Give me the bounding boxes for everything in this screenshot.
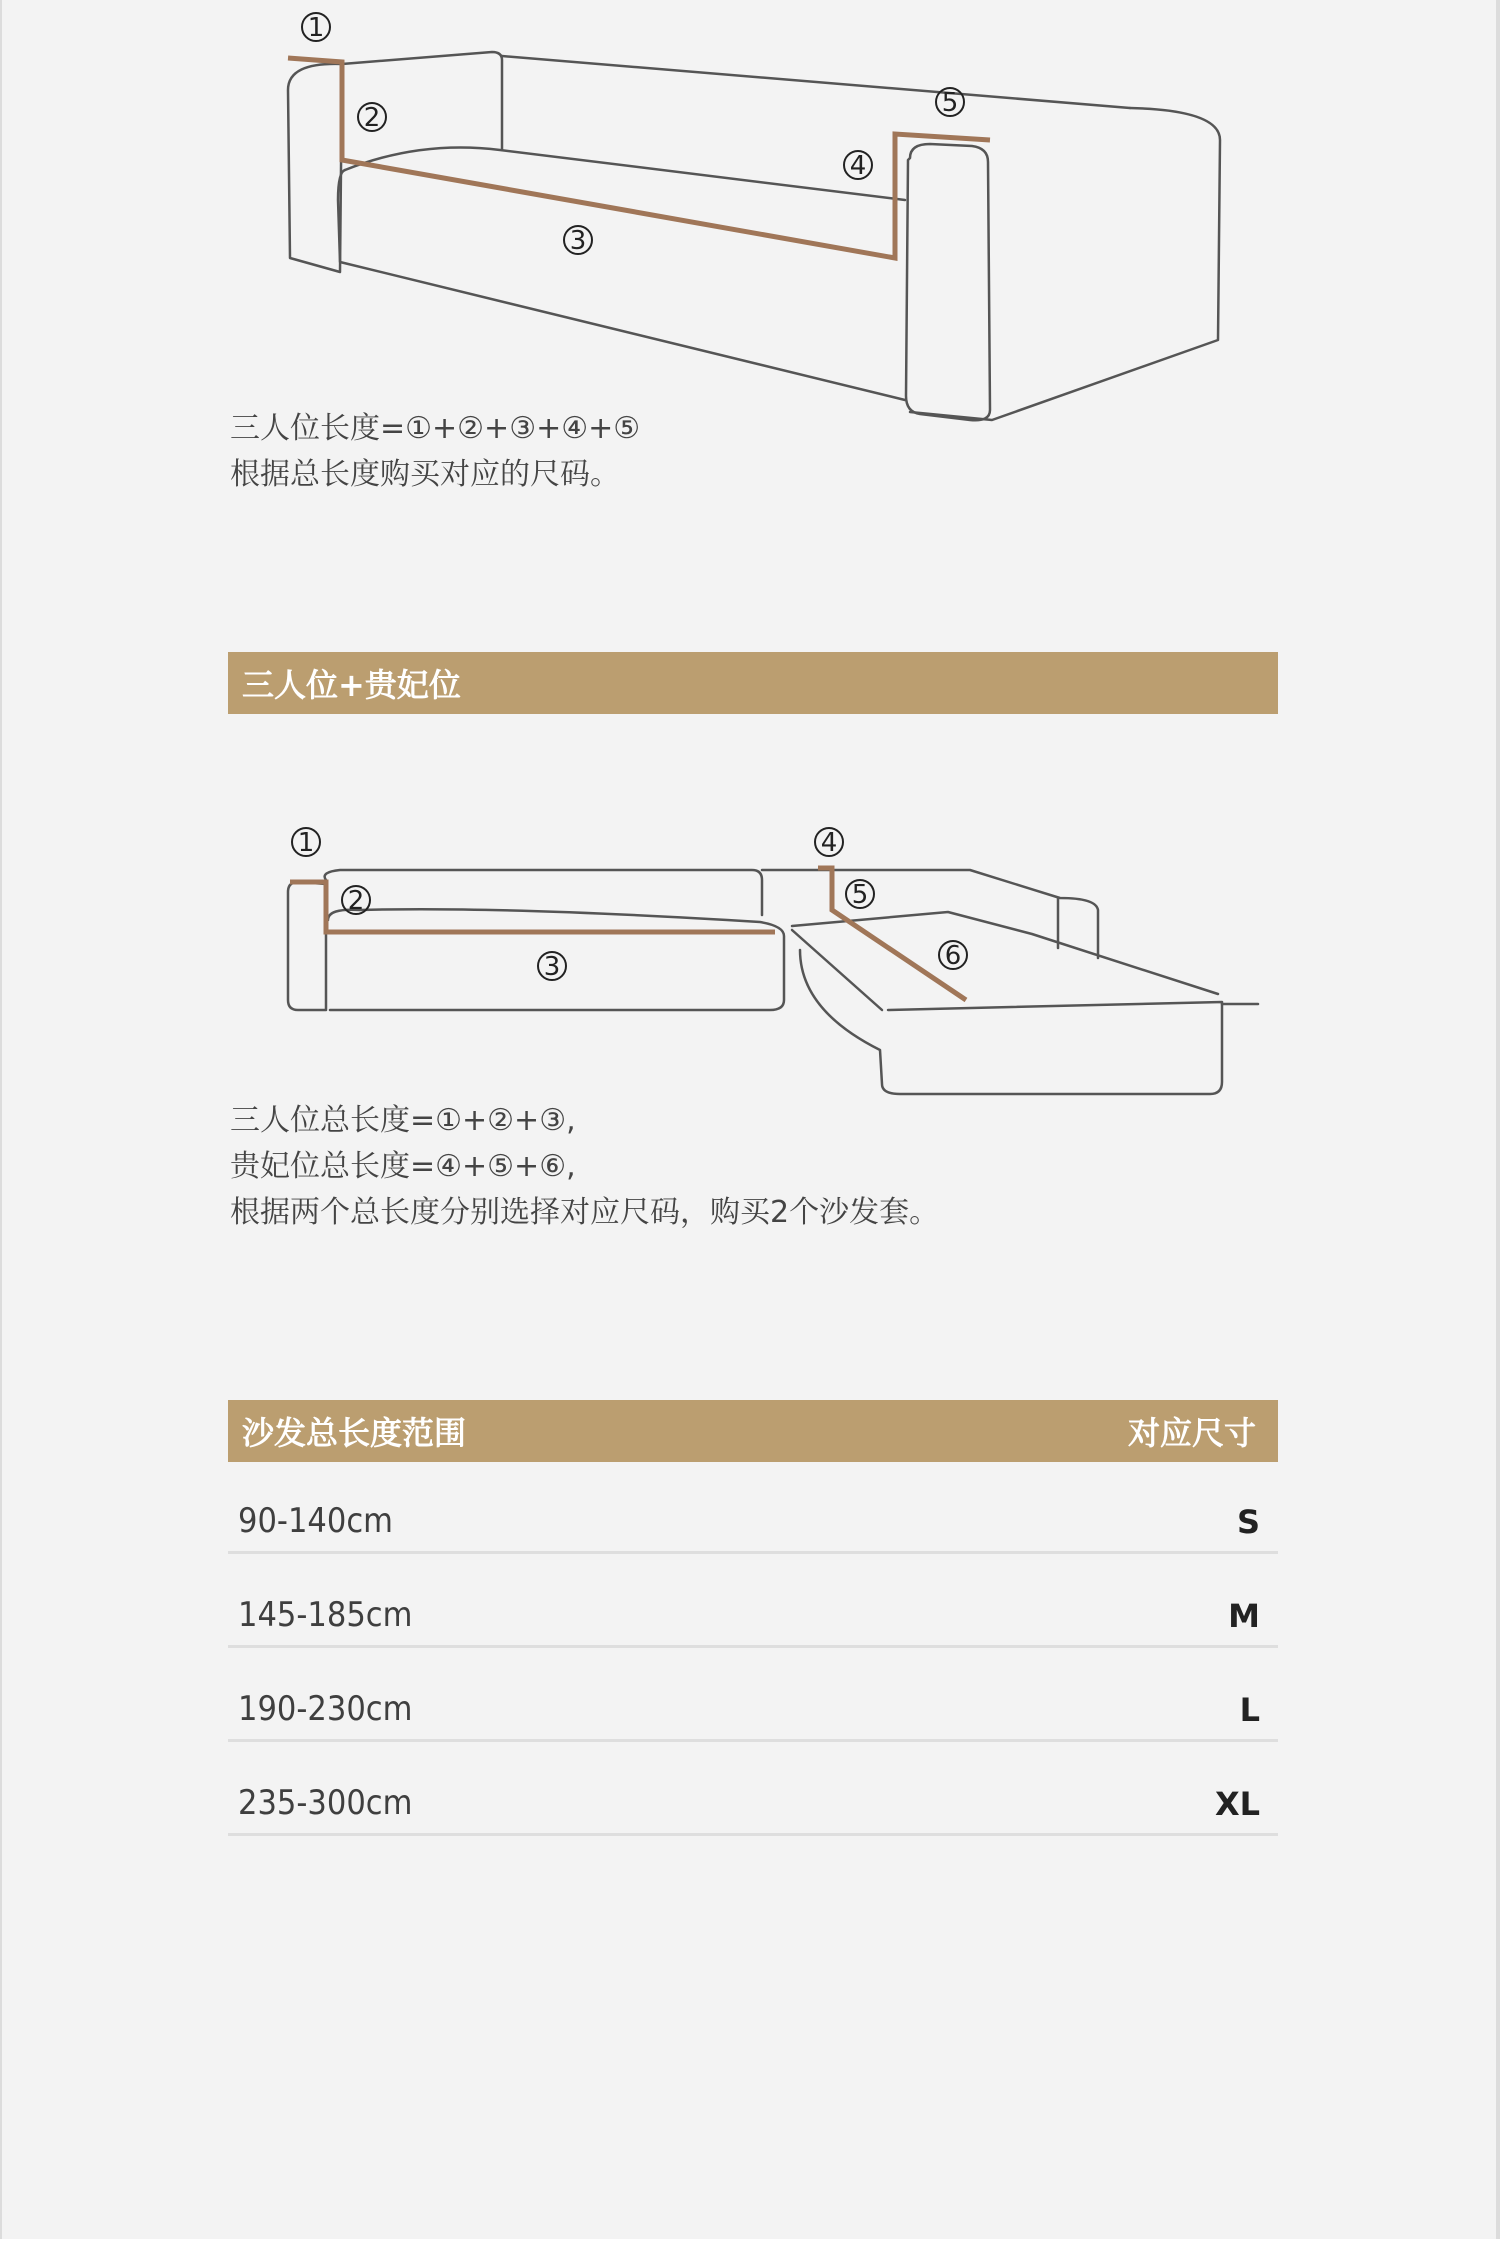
size-range: 145-185cm [238, 1595, 413, 1635]
sofa1-marker-5: 5 [941, 88, 959, 118]
three-seat-caption-line-1: 三人位长度=①+②+③+④+⑤ [230, 411, 641, 446]
size-code: S [1236, 1503, 1260, 1541]
sofa1-back-top [502, 56, 1130, 108]
sofa1-marker-4: 4 [849, 151, 867, 181]
size-table-row [228, 1460, 1278, 1554]
sofa2-marker-6: 6 [944, 941, 962, 971]
three-seat-caption-line-2: 根据总长度购买对应的尺码。 [230, 457, 620, 492]
sofa2-chaise-side [792, 930, 882, 1010]
sofa2-marker-5: 5 [851, 880, 869, 910]
size-table-header-range: 沙发总长度范围 [242, 1414, 467, 1452]
size-code: L [1239, 1691, 1260, 1729]
size-table-row [228, 1648, 1278, 1742]
chaise-sofa-diagram [270, 810, 1270, 1100]
size-range: 90-140cm [238, 1501, 393, 1541]
frame-edge-right [1496, 0, 1500, 2245]
sofa1-back-left [342, 52, 502, 150]
frame-edge-left [0, 0, 2, 2245]
sofa1-seat-front [338, 170, 905, 400]
size-table-row [228, 1742, 1278, 1836]
sofa2-chaise-seat [800, 950, 1222, 1094]
sofa1-marker-1: 1 [307, 13, 325, 43]
sofa1-marker-3: 3 [569, 226, 587, 256]
size-range: 235-300cm [238, 1783, 413, 1823]
size-range: 190-230cm [238, 1689, 413, 1729]
sofa1-marker-2: 2 [363, 103, 381, 133]
size-code: M [1228, 1597, 1260, 1635]
sofa2-marker-2: 2 [347, 886, 365, 916]
sofa1-left-arm [288, 64, 342, 272]
chaise-caption [230, 1098, 939, 1236]
chaise-caption-line-1: 三人位总长度=①+②+③, [230, 1103, 576, 1138]
size-table-header [228, 1400, 1278, 1462]
chaise-caption-line-2: 贵妃位总长度=④+⑤+⑥, [230, 1149, 576, 1184]
chaise-section-header [228, 652, 1278, 714]
sofa2-marker-1: 1 [297, 828, 315, 858]
sofa2-marker-4: 4 [820, 828, 838, 858]
size-code: XL [1214, 1785, 1260, 1823]
sofa2-marker-3: 3 [543, 952, 561, 982]
three-seat-caption [230, 406, 640, 498]
sofa2-left-arm [288, 882, 326, 1010]
size-table-header-size: 对应尺寸 [1127, 1414, 1256, 1452]
size-table-row [228, 1554, 1278, 1648]
sofa2-measure-line-chaise [818, 868, 966, 1000]
chaise-caption-line-3: 根据两个总长度分别选择对应尺码，购买2个沙发套。 [230, 1195, 940, 1230]
sofa1-right-arm-front [906, 144, 990, 420]
frame-edge-bottom [0, 2239, 1500, 2245]
sofa1-right-arm-outer [910, 108, 1220, 420]
size-table [228, 1460, 1278, 1836]
three-seat-sofa-drawing [270, 0, 1250, 430]
three-seat-sofa-diagram [270, 0, 1250, 430]
chaise-sofa-drawing [270, 810, 1270, 1100]
chaise-section-title: 三人位+贵妃位 [242, 666, 461, 704]
